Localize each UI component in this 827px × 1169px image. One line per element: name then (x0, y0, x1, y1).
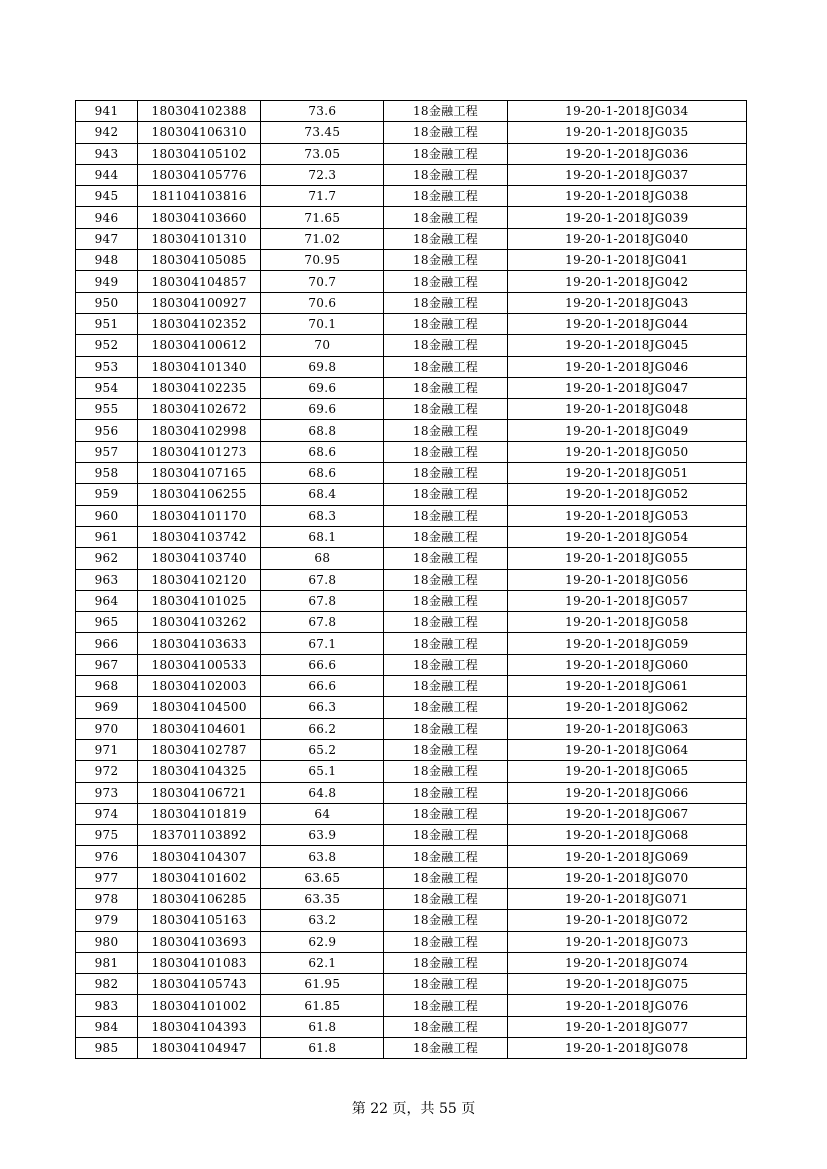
score-cell: 61.95 (261, 974, 384, 995)
score-cell: 63.35 (261, 888, 384, 909)
class-name-cell: 18金融工程 (384, 250, 507, 271)
code-cell: 19-20-1-2018JG052 (507, 484, 746, 505)
class-name-cell: 18金融工程 (384, 186, 507, 207)
row-number-cell: 964 (76, 590, 138, 611)
row-number-cell: 952 (76, 335, 138, 356)
class-name-cell: 18金融工程 (384, 377, 507, 398)
class-name-cell: 18金融工程 (384, 101, 507, 122)
row-number-cell: 969 (76, 697, 138, 718)
code-cell: 19-20-1-2018JG036 (507, 143, 746, 164)
table-row (76, 633, 747, 654)
code-cell: 19-20-1-2018JG064 (507, 739, 746, 760)
score-cell: 63.8 (261, 846, 384, 867)
code-cell: 19-20-1-2018JG065 (507, 761, 746, 782)
row-number-cell: 955 (76, 399, 138, 420)
table-row (76, 164, 747, 185)
table-row (76, 292, 747, 313)
table-row (76, 846, 747, 867)
code-cell: 19-20-1-2018JG035 (507, 122, 746, 143)
table-row (76, 867, 747, 888)
code-cell: 19-20-1-2018JG063 (507, 718, 746, 739)
score-cell: 65.1 (261, 761, 384, 782)
table-row (76, 526, 747, 547)
class-name-cell: 18金融工程 (384, 484, 507, 505)
code-cell: 19-20-1-2018JG037 (507, 164, 746, 185)
row-number-cell: 953 (76, 356, 138, 377)
row-number-cell: 972 (76, 761, 138, 782)
score-cell: 70.95 (261, 250, 384, 271)
row-number-cell: 956 (76, 420, 138, 441)
code-cell: 19-20-1-2018JG070 (507, 867, 746, 888)
class-name-cell: 18金融工程 (384, 313, 507, 334)
table-row (76, 1038, 747, 1059)
table-row (76, 271, 747, 292)
code-cell: 19-20-1-2018JG078 (507, 1038, 746, 1059)
row-number-cell: 958 (76, 463, 138, 484)
class-name-cell: 18金融工程 (384, 846, 507, 867)
row-number-cell: 979 (76, 910, 138, 931)
code-cell: 19-20-1-2018JG040 (507, 228, 746, 249)
class-name-cell: 18金融工程 (384, 718, 507, 739)
score-cell: 67.1 (261, 633, 384, 654)
code-cell: 19-20-1-2018JG050 (507, 441, 746, 462)
row-number-cell: 945 (76, 186, 138, 207)
class-name-cell: 18金融工程 (384, 569, 507, 590)
class-name-cell: 18金融工程 (384, 995, 507, 1016)
score-cell: 63.2 (261, 910, 384, 931)
student-id-cell: 180304106310 (138, 122, 261, 143)
table-row (76, 761, 747, 782)
score-cell: 61.8 (261, 1016, 384, 1037)
row-number-cell: 954 (76, 377, 138, 398)
code-cell: 19-20-1-2018JG051 (507, 463, 746, 484)
score-cell: 72.3 (261, 164, 384, 185)
class-name-cell: 18金融工程 (384, 335, 507, 356)
table-row (76, 143, 747, 164)
table-row (76, 569, 747, 590)
table-row (76, 676, 747, 697)
row-number-cell: 982 (76, 974, 138, 995)
code-cell: 19-20-1-2018JG041 (507, 250, 746, 271)
student-id-cell: 180304105163 (138, 910, 261, 931)
code-cell: 19-20-1-2018JG075 (507, 974, 746, 995)
score-cell: 65.2 (261, 739, 384, 760)
row-number-cell: 961 (76, 526, 138, 547)
code-cell: 19-20-1-2018JG059 (507, 633, 746, 654)
row-number-cell: 959 (76, 484, 138, 505)
row-number-cell: 971 (76, 739, 138, 760)
code-cell: 19-20-1-2018JG058 (507, 612, 746, 633)
score-cell: 69.6 (261, 399, 384, 420)
code-cell: 19-20-1-2018JG071 (507, 888, 746, 909)
code-cell: 19-20-1-2018JG042 (507, 271, 746, 292)
table-row (76, 697, 747, 718)
student-id-cell: 180304102352 (138, 313, 261, 334)
student-id-cell: 180304100612 (138, 335, 261, 356)
table-row (76, 910, 747, 931)
class-name-cell: 18金融工程 (384, 356, 507, 377)
class-name-cell: 18金融工程 (384, 910, 507, 931)
table-row (76, 654, 747, 675)
student-id-cell: 180304102998 (138, 420, 261, 441)
code-cell: 19-20-1-2018JG056 (507, 569, 746, 590)
score-cell: 66.6 (261, 654, 384, 675)
class-name-cell: 18金融工程 (384, 548, 507, 569)
code-cell: 19-20-1-2018JG055 (507, 548, 746, 569)
score-cell: 68 (261, 548, 384, 569)
code-cell: 19-20-1-2018JG077 (507, 1016, 746, 1037)
row-number-cell: 968 (76, 676, 138, 697)
row-number-cell: 973 (76, 782, 138, 803)
class-name-cell: 18金融工程 (384, 612, 507, 633)
score-cell: 73.05 (261, 143, 384, 164)
row-number-cell: 981 (76, 952, 138, 973)
table-row (76, 803, 747, 824)
table-row (76, 1016, 747, 1037)
row-number-cell: 976 (76, 846, 138, 867)
code-cell: 19-20-1-2018JG069 (507, 846, 746, 867)
row-number-cell: 943 (76, 143, 138, 164)
table-row (76, 441, 747, 462)
score-cell: 67.8 (261, 612, 384, 633)
code-cell: 19-20-1-2018JG054 (507, 526, 746, 547)
student-id-cell: 180304101273 (138, 441, 261, 462)
table-row (76, 739, 747, 760)
class-name-cell: 18金融工程 (384, 739, 507, 760)
class-name-cell: 18金融工程 (384, 526, 507, 547)
student-id-cell: 180304101340 (138, 356, 261, 377)
row-number-cell: 963 (76, 569, 138, 590)
class-name-cell: 18金融工程 (384, 825, 507, 846)
score-cell: 63.65 (261, 867, 384, 888)
student-id-cell: 180304104947 (138, 1038, 261, 1059)
student-id-cell: 180304101025 (138, 590, 261, 611)
student-id-cell: 180304104325 (138, 761, 261, 782)
table-row (76, 420, 747, 441)
student-id-cell: 180304101170 (138, 505, 261, 526)
row-number-cell: 966 (76, 633, 138, 654)
code-cell: 19-20-1-2018JG047 (507, 377, 746, 398)
score-cell: 64 (261, 803, 384, 824)
score-cell: 68.6 (261, 441, 384, 462)
score-cell: 61.85 (261, 995, 384, 1016)
score-cell: 69.6 (261, 377, 384, 398)
table-row (76, 484, 747, 505)
code-cell: 19-20-1-2018JG074 (507, 952, 746, 973)
score-cell: 68.3 (261, 505, 384, 526)
student-id-cell: 180304105743 (138, 974, 261, 995)
code-cell: 19-20-1-2018JG062 (507, 697, 746, 718)
student-id-cell: 180304106285 (138, 888, 261, 909)
student-id-cell: 180304105085 (138, 250, 261, 271)
row-number-cell: 967 (76, 654, 138, 675)
table-row (76, 207, 747, 228)
table-row (76, 122, 747, 143)
code-cell: 19-20-1-2018JG068 (507, 825, 746, 846)
score-cell: 71.65 (261, 207, 384, 228)
table-row (76, 590, 747, 611)
class-name-cell: 18金融工程 (384, 633, 507, 654)
student-id-cell: 180304102003 (138, 676, 261, 697)
class-name-cell: 18金融工程 (384, 867, 507, 888)
class-name-cell: 18金融工程 (384, 888, 507, 909)
table-row (76, 377, 747, 398)
score-cell: 68.8 (261, 420, 384, 441)
table-row (76, 228, 747, 249)
table-row (76, 186, 747, 207)
row-number-cell: 960 (76, 505, 138, 526)
student-id-cell: 180304101002 (138, 995, 261, 1016)
class-name-cell: 18金融工程 (384, 463, 507, 484)
student-id-cell: 180304101819 (138, 803, 261, 824)
student-id-cell: 180304102672 (138, 399, 261, 420)
table-row (76, 250, 747, 271)
code-cell: 19-20-1-2018JG038 (507, 186, 746, 207)
table-row (76, 313, 747, 334)
score-cell: 63.9 (261, 825, 384, 846)
code-cell: 19-20-1-2018JG066 (507, 782, 746, 803)
score-cell: 64.8 (261, 782, 384, 803)
score-cell: 71.7 (261, 186, 384, 207)
student-id-cell: 181104103816 (138, 186, 261, 207)
table-row (76, 101, 747, 122)
class-name-cell: 18金融工程 (384, 399, 507, 420)
code-cell: 19-20-1-2018JG046 (507, 356, 746, 377)
code-cell: 19-20-1-2018JG067 (507, 803, 746, 824)
student-id-cell: 180304105102 (138, 143, 261, 164)
student-id-cell: 180304100927 (138, 292, 261, 313)
score-cell: 67.8 (261, 569, 384, 590)
class-name-cell: 18金融工程 (384, 441, 507, 462)
code-cell: 19-20-1-2018JG049 (507, 420, 746, 441)
table-row (76, 995, 747, 1016)
student-id-cell: 180304102787 (138, 739, 261, 760)
class-name-cell: 18金融工程 (384, 122, 507, 143)
student-id-cell: 180304106721 (138, 782, 261, 803)
row-number-cell: 951 (76, 313, 138, 334)
student-id-cell: 180304101602 (138, 867, 261, 888)
code-cell: 19-20-1-2018JG072 (507, 910, 746, 931)
score-cell: 69.8 (261, 356, 384, 377)
code-cell: 19-20-1-2018JG057 (507, 590, 746, 611)
table-body (76, 101, 747, 1059)
page-footer: 第 22 页，共 55 页 (351, 1101, 476, 1117)
table-row (76, 782, 747, 803)
row-number-cell: 947 (76, 228, 138, 249)
class-name-cell: 18金融工程 (384, 590, 507, 611)
class-name-cell: 18金融工程 (384, 697, 507, 718)
code-cell: 19-20-1-2018JG048 (507, 399, 746, 420)
row-number-cell: 949 (76, 271, 138, 292)
score-cell: 68.1 (261, 526, 384, 547)
class-name-cell: 18金融工程 (384, 803, 507, 824)
row-number-cell: 948 (76, 250, 138, 271)
student-id-cell: 180304103633 (138, 633, 261, 654)
score-cell: 67.8 (261, 590, 384, 611)
score-cell: 70.7 (261, 271, 384, 292)
class-name-cell: 18金融工程 (384, 974, 507, 995)
table-row (76, 399, 747, 420)
records-table (75, 100, 747, 1059)
student-id-cell: 180304107165 (138, 463, 261, 484)
table-row (76, 335, 747, 356)
table-row (76, 548, 747, 569)
student-id-cell: 180304101083 (138, 952, 261, 973)
score-cell: 70.6 (261, 292, 384, 313)
score-cell: 66.6 (261, 676, 384, 697)
code-cell: 19-20-1-2018JG044 (507, 313, 746, 334)
student-id-cell: 180304103693 (138, 931, 261, 952)
class-name-cell: 18金融工程 (384, 676, 507, 697)
score-cell: 62.1 (261, 952, 384, 973)
code-cell: 19-20-1-2018JG053 (507, 505, 746, 526)
row-number-cell: 942 (76, 122, 138, 143)
row-number-cell: 962 (76, 548, 138, 569)
student-id-cell: 180304100533 (138, 654, 261, 675)
row-number-cell: 977 (76, 867, 138, 888)
class-name-cell: 18金融工程 (384, 292, 507, 313)
student-id-cell: 180304102235 (138, 377, 261, 398)
student-id-cell: 180304105776 (138, 164, 261, 185)
table-row (76, 931, 747, 952)
score-cell: 70.1 (261, 313, 384, 334)
class-name-cell: 18金融工程 (384, 761, 507, 782)
student-id-cell: 183701103892 (138, 825, 261, 846)
row-number-cell: 970 (76, 718, 138, 739)
row-number-cell: 984 (76, 1016, 138, 1037)
student-id-cell: 180304102388 (138, 101, 261, 122)
student-id-cell: 180304104393 (138, 1016, 261, 1037)
row-number-cell: 941 (76, 101, 138, 122)
table-row (76, 952, 747, 973)
class-name-cell: 18金融工程 (384, 931, 507, 952)
score-cell: 73.6 (261, 101, 384, 122)
class-name-cell: 18金融工程 (384, 143, 507, 164)
table-row (76, 463, 747, 484)
table-row (76, 505, 747, 526)
code-cell: 19-20-1-2018JG061 (507, 676, 746, 697)
table-row (76, 718, 747, 739)
row-number-cell: 965 (76, 612, 138, 633)
code-cell: 19-20-1-2018JG034 (507, 101, 746, 122)
class-name-cell: 18金融工程 (384, 271, 507, 292)
row-number-cell: 975 (76, 825, 138, 846)
table-row (76, 974, 747, 995)
student-id-cell: 180304104307 (138, 846, 261, 867)
student-id-cell: 180304104500 (138, 697, 261, 718)
row-number-cell: 950 (76, 292, 138, 313)
student-id-cell: 180304102120 (138, 569, 261, 590)
row-number-cell: 980 (76, 931, 138, 952)
table-row (76, 612, 747, 633)
code-cell: 19-20-1-2018JG039 (507, 207, 746, 228)
score-cell: 66.2 (261, 718, 384, 739)
table-row (76, 888, 747, 909)
class-name-cell: 18金融工程 (384, 654, 507, 675)
row-number-cell: 974 (76, 803, 138, 824)
row-number-cell: 946 (76, 207, 138, 228)
code-cell: 19-20-1-2018JG043 (507, 292, 746, 313)
code-cell: 19-20-1-2018JG076 (507, 995, 746, 1016)
class-name-cell: 18金融工程 (384, 782, 507, 803)
row-number-cell: 985 (76, 1038, 138, 1059)
student-id-cell: 180304101310 (138, 228, 261, 249)
table-row (76, 356, 747, 377)
student-id-cell: 180304103262 (138, 612, 261, 633)
score-cell: 70 (261, 335, 384, 356)
row-number-cell: 978 (76, 888, 138, 909)
score-cell: 71.02 (261, 228, 384, 249)
score-cell: 61.8 (261, 1038, 384, 1059)
row-number-cell: 957 (76, 441, 138, 462)
class-name-cell: 18金融工程 (384, 228, 507, 249)
class-name-cell: 18金融工程 (384, 1038, 507, 1059)
student-id-cell: 180304103740 (138, 548, 261, 569)
student-id-cell: 180304104857 (138, 271, 261, 292)
class-name-cell: 18金融工程 (384, 1016, 507, 1037)
row-number-cell: 983 (76, 995, 138, 1016)
score-cell: 66.3 (261, 697, 384, 718)
student-id-cell: 180304104601 (138, 718, 261, 739)
student-id-cell: 180304103742 (138, 526, 261, 547)
class-name-cell: 18金融工程 (384, 952, 507, 973)
class-name-cell: 18金融工程 (384, 207, 507, 228)
class-name-cell: 18金融工程 (384, 164, 507, 185)
code-cell: 19-20-1-2018JG045 (507, 335, 746, 356)
row-number-cell: 944 (76, 164, 138, 185)
class-name-cell: 18金融工程 (384, 420, 507, 441)
score-cell: 73.45 (261, 122, 384, 143)
student-id-cell: 180304103660 (138, 207, 261, 228)
code-cell: 19-20-1-2018JG060 (507, 654, 746, 675)
student-id-cell: 180304106255 (138, 484, 261, 505)
score-cell: 68.6 (261, 463, 384, 484)
code-cell: 19-20-1-2018JG073 (507, 931, 746, 952)
score-cell: 62.9 (261, 931, 384, 952)
score-cell: 68.4 (261, 484, 384, 505)
class-name-cell: 18金融工程 (384, 505, 507, 526)
table-row (76, 825, 747, 846)
